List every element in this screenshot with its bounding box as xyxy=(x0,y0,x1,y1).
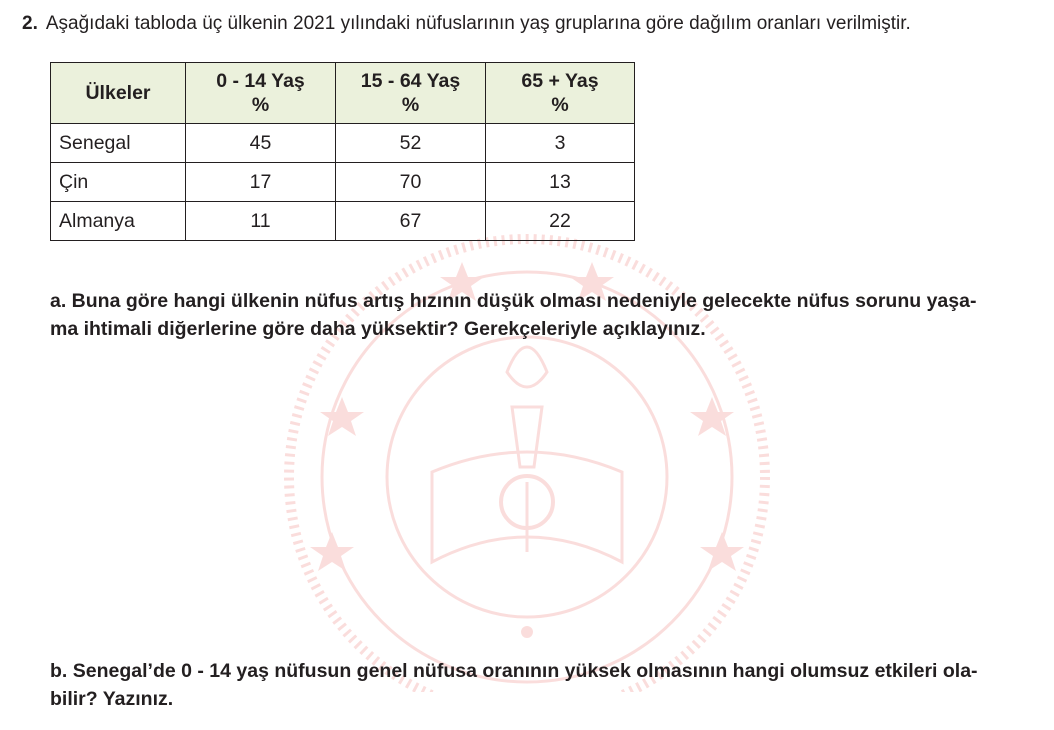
value-cell: 11 xyxy=(186,202,336,241)
value-cell: 52 xyxy=(336,124,486,163)
part-a-line1: a. Buna göre hangi ülkenin nüfus artış hızının düşük olması nedeniyle gelecekte nüfus sorunu yaşa- xyxy=(50,290,977,312)
header-age-0-14: 0 - 14 Yaş % xyxy=(186,63,336,124)
country-cell: Almanya xyxy=(51,202,186,241)
header-age-65-plus: 65 + Yaş % xyxy=(486,63,635,124)
header-age-15-64: 15 - 64 Yaş % xyxy=(336,63,486,124)
header-countries: Ülkeler xyxy=(51,63,186,124)
table-row xyxy=(51,163,635,202)
table-row xyxy=(51,124,635,163)
value-cell: 17 xyxy=(186,163,336,202)
value-cell: 22 xyxy=(486,202,635,241)
value-cell: 3 xyxy=(486,124,635,163)
question-header xyxy=(22,12,911,36)
value-cell: 70 xyxy=(336,163,486,202)
part-a-line2: ma ihtimali diğerlerine göre daha yüksektir? Gerekçeleriyle açıklayınız. xyxy=(50,318,706,340)
part-b-line1: b. Senegal’de 0 - 14 yaş nüfusun genel nüfusa oranının yüksek olmasının hangi olumsuz etkileri ola- xyxy=(50,660,978,682)
question-part-a xyxy=(50,287,1040,343)
question-number: 2. xyxy=(22,13,38,34)
population-age-table xyxy=(50,62,635,241)
value-cell: 67 xyxy=(336,202,486,241)
value-cell: 13 xyxy=(486,163,635,202)
value-cell: 45 xyxy=(186,124,336,163)
question-text: Aşağıdaki tabloda üç ülkenin 2021 yılındaki nüfuslarının yaş gruplarına göre dağılım oranları verilmiştir. xyxy=(45,13,911,34)
country-cell: Senegal xyxy=(51,124,186,163)
table-header-row xyxy=(51,63,635,124)
part-b-line2: bilir? Yazınız. xyxy=(50,688,174,710)
question-part-b xyxy=(50,657,1040,713)
country-cell: Çin xyxy=(51,163,186,202)
table-row xyxy=(51,202,635,241)
